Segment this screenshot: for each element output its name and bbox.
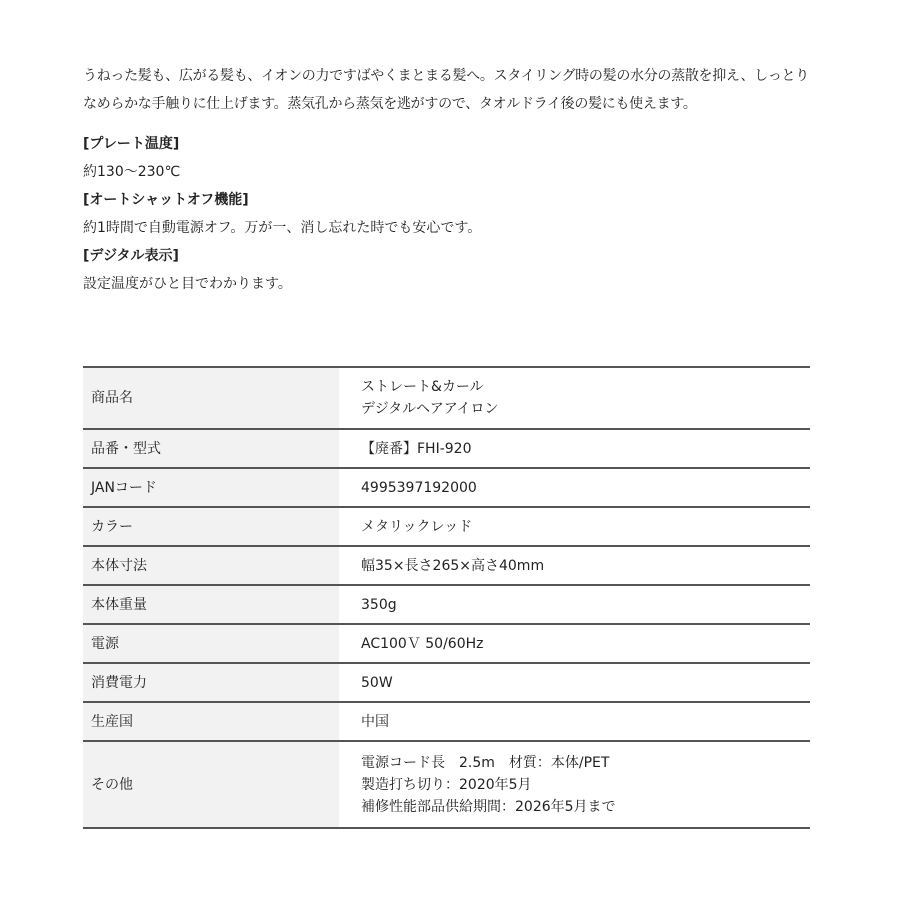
spec-value-line: 幅35×長さ265×高さ40mm xyxy=(361,557,545,574)
feature-heading: [デジタル表示] xyxy=(83,248,179,264)
spec-value xyxy=(339,702,810,741)
spec-label: 品番・型式 xyxy=(83,429,339,468)
feature-heading: [プレート温度] xyxy=(83,136,180,152)
spec-label: 生産国 xyxy=(83,702,339,741)
spec-row xyxy=(83,741,810,828)
spec-value-line: 350g xyxy=(361,596,397,613)
spec-value xyxy=(339,741,810,828)
spec-value-line: 補修性能部品供給期間：2026年5月まで xyxy=(361,798,616,815)
feature-text: 約130～230℃ xyxy=(83,164,181,180)
spec-row xyxy=(83,624,810,663)
spec-row xyxy=(83,546,810,585)
features-list xyxy=(83,130,810,298)
spec-value xyxy=(339,546,810,585)
spec-value-line: 50W xyxy=(361,674,393,691)
spec-value xyxy=(339,367,810,429)
intro-text: うねった髪も、広がる髪も、イオンの力ですばやくまとまる髪へ。スタイリング時の髪の水分の蒸散を抑え、しっとりなめらかな手触りに仕上げます。蒸気孔から蒸気を逃がすので、タオルドライ後の髪にも使えます。 xyxy=(83,68,809,112)
spec-row xyxy=(83,702,810,741)
spec-label: 本体重量 xyxy=(83,585,339,624)
spec-value-line: 4995397192000 xyxy=(361,479,477,496)
spec-row xyxy=(83,429,810,468)
spec-value-line: デジタルヘアアイロン xyxy=(361,401,499,417)
spec-label: JANコード xyxy=(83,468,339,507)
spec-row xyxy=(83,468,810,507)
spec-value-line: 中国 xyxy=(361,713,389,730)
spec-value-line: 電源コード長 2.5m 材質：本体/PET xyxy=(361,754,610,771)
spec-label: 消費電力 xyxy=(83,663,339,702)
spec-label: 電源 xyxy=(83,624,339,663)
spec-value xyxy=(339,507,810,546)
product-description xyxy=(83,62,810,298)
spec-value-line: ストレート&カール xyxy=(361,379,484,395)
spec-value-line: メタリックレッド xyxy=(361,518,473,535)
spec-label: 商品名 xyxy=(83,367,339,429)
spec-row xyxy=(83,367,810,429)
spec-value-line: 【廃番】FHI-920 xyxy=(361,440,472,457)
spec-value-line: AC100Ｖ 50/60Hz xyxy=(361,635,484,652)
spec-row xyxy=(83,585,810,624)
feature-text: 約1時間で自動電源オフ。万が一、消し忘れた時でも安心です。 xyxy=(83,220,482,236)
spec-value xyxy=(339,468,810,507)
feature-text: 設定温度がひと目でわかります。 xyxy=(83,276,292,292)
spec-value xyxy=(339,624,810,663)
spec-table xyxy=(83,366,810,829)
spec-label: その他 xyxy=(83,741,339,828)
spec-label: 本体寸法 xyxy=(83,546,339,585)
feature-heading: [オートシャットオフ機能] xyxy=(83,192,249,208)
spec-row xyxy=(83,507,810,546)
spec-value xyxy=(339,663,810,702)
spec-row xyxy=(83,663,810,702)
spec-value xyxy=(339,585,810,624)
spec-label: カラー xyxy=(83,507,339,546)
spec-value xyxy=(339,429,810,468)
spec-value-line: 製造打ち切り：2020年5月 xyxy=(361,776,532,793)
